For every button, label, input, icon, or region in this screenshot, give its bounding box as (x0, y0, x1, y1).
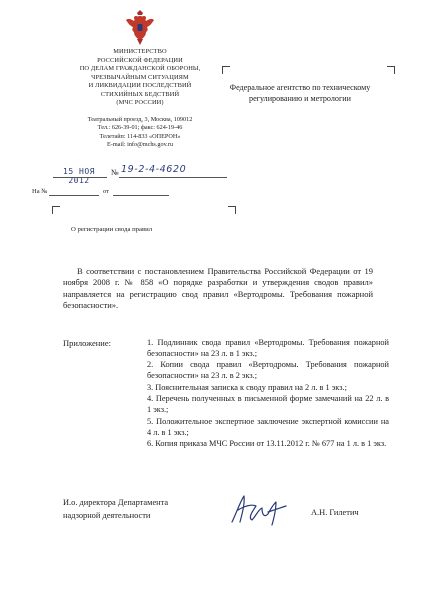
attachments-list (147, 338, 389, 451)
attachment-item: 4. Перечень полученных в письменной форме замечаний на 22 л. в 1 экз.; (147, 394, 389, 415)
reference-blank (49, 195, 99, 196)
org-contacts (40, 116, 240, 150)
attachment-item: 6. Копия приказа МЧС России от 13.11.2012 г. № 677 на 1 л. в 1 экз. (147, 439, 387, 449)
attachment-item: 3. Пояснительная записка к своду правил на 2 л. в 1 экз.; (147, 382, 347, 392)
letterhead (40, 10, 240, 150)
recipient-line: регулированию и метрологии (249, 93, 351, 103)
org-line: СТИХИЙНЫХ БЕДСТВИЙ (100, 90, 180, 98)
org-line: РОССИЙСКОЙ ФЕДЕРАЦИИ (97, 56, 183, 64)
subject-bracket-right (228, 206, 236, 214)
coat-of-arms-icon (125, 10, 155, 46)
handwritten-signature (222, 492, 292, 528)
signer-position-line: надзорной деятельности (63, 510, 151, 520)
email-line: E-mail: info@mchs.gov.ru (107, 141, 173, 149)
phone-line: Тел.: 626-39-01; факс: 624-19-46 (97, 124, 183, 132)
org-name (40, 48, 240, 108)
registration-number: 19-2-4-4620 (121, 164, 187, 175)
recipient-line: Федеральное агентство по техническому (229, 83, 371, 92)
org-line: МИНИСТЕРСТВО (113, 48, 167, 55)
signer-name: А.Н. Гилетич (311, 508, 359, 517)
recipient (226, 83, 374, 105)
attachment-item: 1. Подлинник свода правил «Вертодромы. Требования пожарной безопасности» на 23 л. в 1 экз.; (147, 338, 389, 358)
registration-date-stamp: 15 НОЯ 2012 (63, 167, 95, 185)
reference-row (32, 188, 232, 200)
number-underline (119, 177, 227, 178)
attachment-item: 2. Копии свода правил «Вертодромы. Требования пожарной безопасности» на 23 л. в 2 экз.; (147, 360, 389, 381)
date-underline (53, 177, 107, 178)
reference-from-label: от (103, 188, 110, 195)
org-line: ПО ДЕЛАМ ГРАЖДАНСКОЙ ОБОРОНЫ, (79, 65, 201, 72)
subject-line: О регистрации свода правил (71, 226, 153, 233)
recipient-bracket-left (222, 66, 230, 74)
org-line: (МЧС РОССИИ) (116, 99, 164, 106)
org-line: И ЛИКВИДАЦИИ ПОСЛЕДСТВИЙ (88, 82, 192, 89)
signer-position (63, 497, 168, 522)
number-label: № (111, 168, 119, 177)
body-paragraph: В соответствии с постановлением Правительства Российской Федерации от 19 ноября 2008 г. № 858 «О порядке разработки и утверждения сводов правил» направляется на регистрацию свод правил «Вертодромы. Требования пожарной безопасности». (63, 266, 373, 310)
registration-stamp (53, 164, 253, 185)
reference-label: На № (32, 188, 48, 195)
address-line: Театральный проезд, 3, Москва, 109012 (87, 115, 193, 123)
org-line: ЧРЕЗВЫЧАЙНЫМ СИТУАЦИЯМ (91, 73, 189, 81)
attachments-label: Приложение: (63, 338, 111, 348)
teletype-line: Телетайп: 114-833 «ОПЕРОН» (99, 132, 181, 140)
attachment-item: 5. Положительное экспертное заключение экспертной комиссии на 4 л. в 1 экз.; (147, 416, 389, 437)
reference-date-blank (113, 195, 169, 196)
subject-bracket-left (52, 206, 60, 214)
recipient-bracket-right (387, 66, 395, 74)
signer-position-line: И.о. директора Департамента (63, 498, 169, 507)
